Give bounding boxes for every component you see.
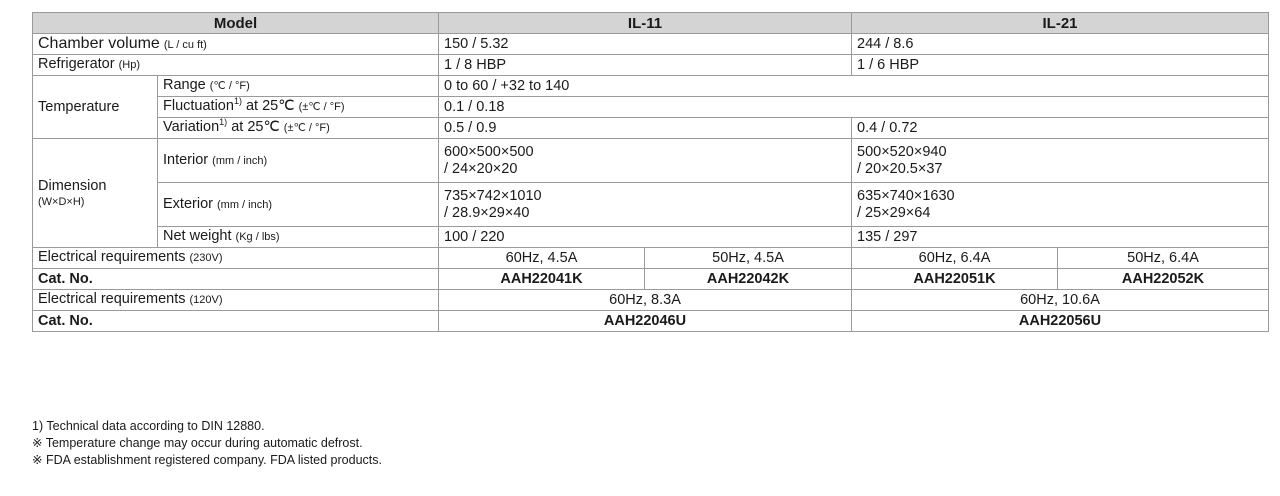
chamber-il21: 244 / 8.6: [852, 34, 1269, 55]
weight-il11: 100 / 220: [439, 227, 852, 248]
cat230-a: AAH22041K: [439, 269, 645, 290]
chamber-il11: 150 / 5.32: [439, 34, 852, 55]
elec120-il11: 60Hz, 8.3A: [439, 290, 852, 311]
temperature-fluctuation-row: [33, 97, 1269, 118]
elec230-row: [33, 248, 1269, 269]
dimension-label: Dimension (W×D×H): [33, 139, 158, 248]
elec120-label: Electrical requirements (120V): [33, 290, 439, 311]
interior-il21: 500×520×940 / 20×20.5×37: [852, 139, 1269, 183]
elec230-c: 60Hz, 6.4A: [852, 248, 1058, 269]
elec120-il21: 60Hz, 10.6A: [852, 290, 1269, 311]
footnotes: [32, 418, 382, 469]
refrigerator-il11: 1 / 8 HBP: [439, 55, 852, 76]
dimension-weight-row: [33, 227, 1269, 248]
exterior-label: Exterior (mm / inch): [158, 183, 439, 227]
cat230-c: AAH22051K: [852, 269, 1058, 290]
variation-il11: 0.5 / 0.9: [439, 118, 852, 139]
cat230-b: AAH22042K: [645, 269, 852, 290]
chamber-row: [33, 34, 1269, 55]
cat120-il11: AAH22046U: [439, 311, 852, 332]
refrigerator-row: [33, 55, 1269, 76]
variation-label: Variation$^{1)}$ at 25℃ (±℃ / °F): [158, 118, 439, 139]
refrigerator-il21: 1 / 6 HBP: [852, 55, 1269, 76]
elec230-a: 60Hz, 4.5A: [439, 248, 645, 269]
fluctuation-value: 0.1 / 0.18: [439, 97, 1269, 118]
elec120-row: [33, 290, 1269, 311]
elec230-d: 50Hz, 6.4A: [1058, 248, 1269, 269]
fluctuation-label: Fluctuation$^{1)}$ at 25℃ (±℃ / °F): [158, 97, 439, 118]
interior-label: Interior (mm / inch): [158, 139, 439, 183]
spec-table: [32, 12, 1269, 332]
refrigerator-label: Refrigerator (Hp): [33, 55, 439, 76]
cat120-row: [33, 311, 1269, 332]
dimension-interior-row: [33, 139, 1269, 183]
range-label: Range (℃ / °F): [158, 76, 439, 97]
temperature-variation-row: [33, 118, 1269, 139]
cat120-il21: AAH22056U: [852, 311, 1269, 332]
exterior-il11: 735×742×1010 / 28.9×29×40: [439, 183, 852, 227]
footnote-1: 1) Technical data according to DIN 12880.: [32, 419, 265, 433]
cat120-label: Cat. No.: [33, 311, 439, 332]
elec230-b: 50Hz, 4.5A: [645, 248, 852, 269]
header-model: Model: [33, 13, 439, 34]
header-il11: IL-11: [439, 13, 852, 34]
interior-il11: 600×500×500 / 24×20×20: [439, 139, 852, 183]
elec230-label: Electrical requirements (230V): [33, 248, 439, 269]
weight-il21: 135 / 297: [852, 227, 1269, 248]
header-il21: IL-21: [852, 13, 1269, 34]
cat230-row: [33, 269, 1269, 290]
header-row: [33, 13, 1269, 34]
temperature-label: Temperature: [33, 76, 158, 139]
footnote-2: ※ Temperature change may occur during automatic defrost.: [32, 436, 363, 450]
range-value: 0 to 60 / +32 to 140: [439, 76, 1269, 97]
weight-label: Net weight (Kg / lbs): [158, 227, 439, 248]
temperature-range-row: [33, 76, 1269, 97]
cat230-d: AAH22052K: [1058, 269, 1269, 290]
chamber-label: Chamber volume (L / cu ft): [33, 34, 439, 55]
footnote-3: ※ FDA establishment registered company. FDA listed products.: [32, 453, 382, 467]
cat230-label: Cat. No.: [33, 269, 439, 290]
variation-il21: 0.4 / 0.72: [852, 118, 1269, 139]
dimension-exterior-row: [33, 183, 1269, 227]
exterior-il21: 635×740×1630 / 25×29×64: [852, 183, 1269, 227]
